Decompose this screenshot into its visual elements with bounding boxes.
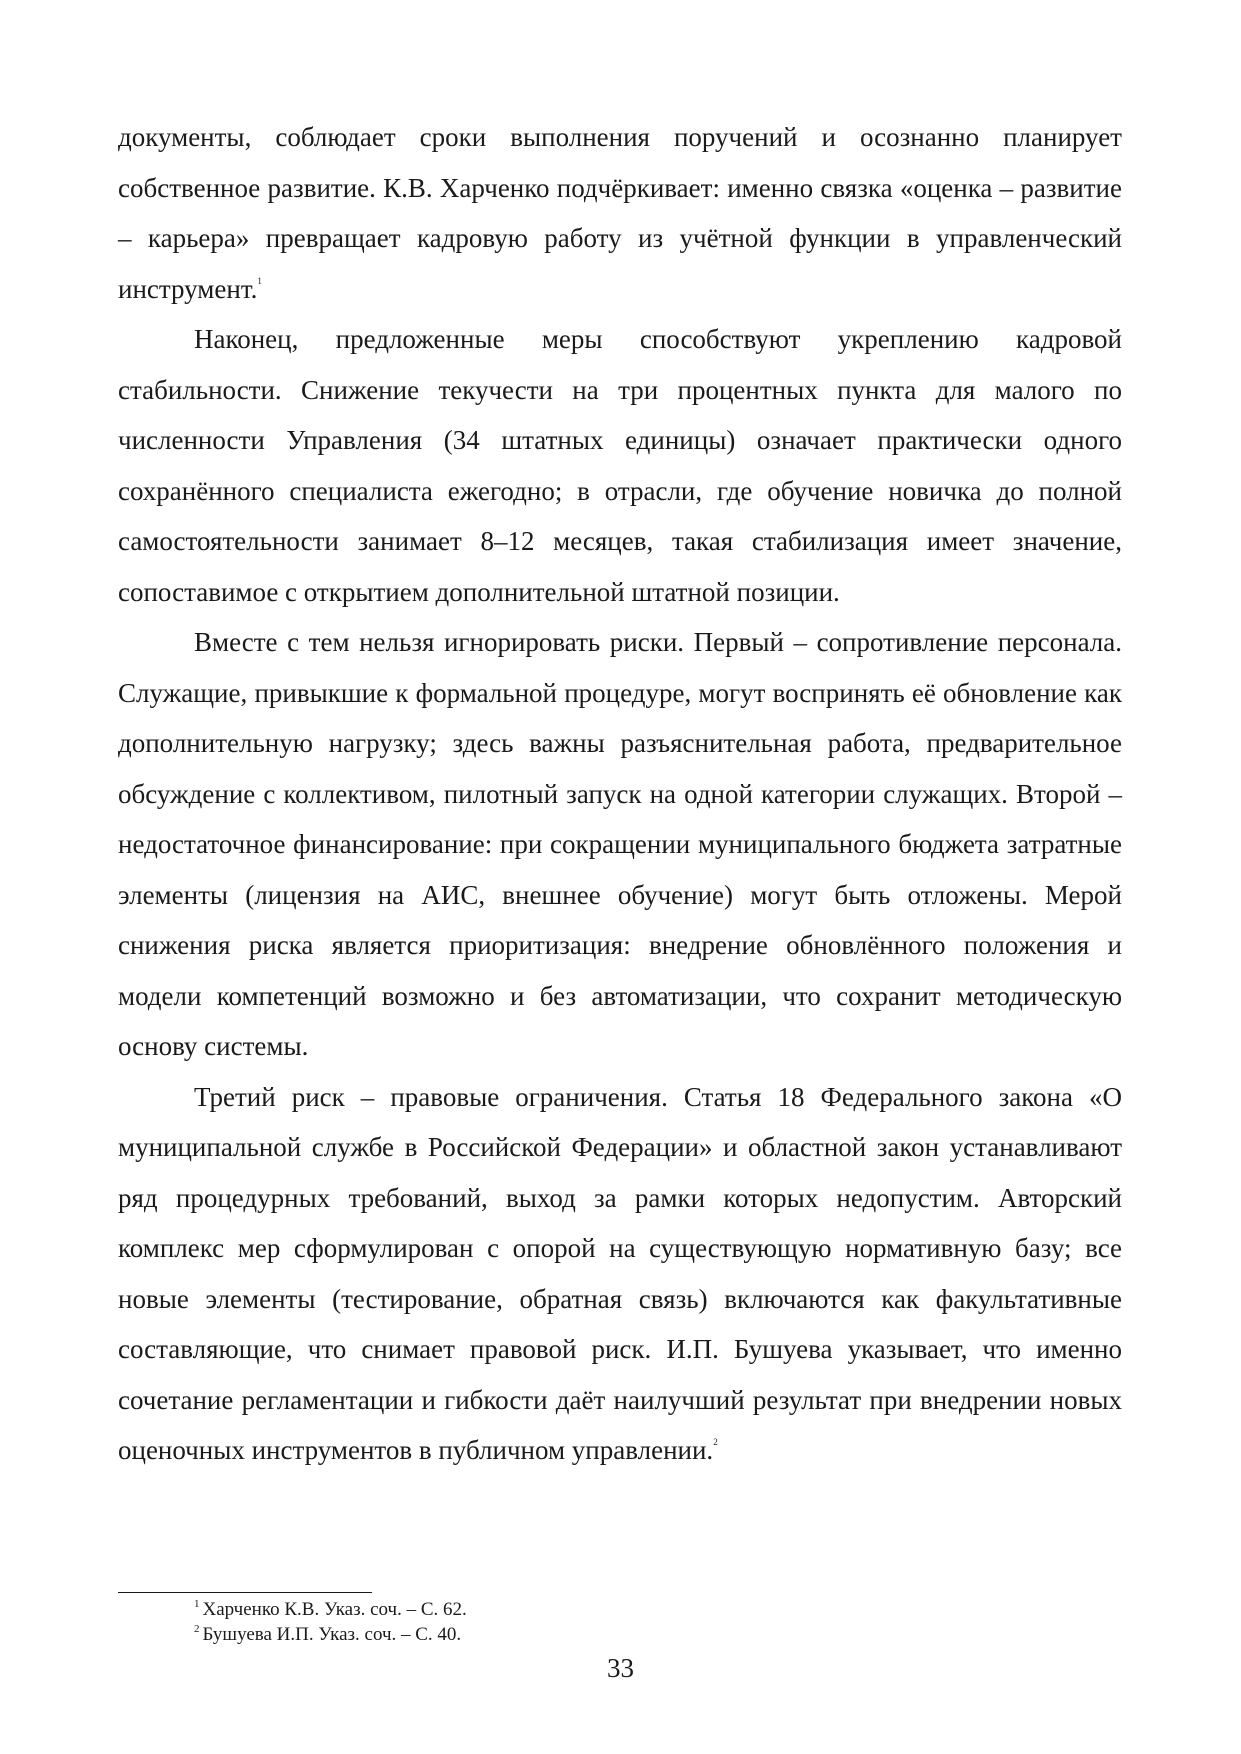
paragraph-continuation: документы, соблюдает сроки выполнения поручений и осознанно планирует собственное развитие. К.В. Харченко подчёркивает: именно связка «оценка – развитие – карьера» превращает кадровую работу из учётной функции в управленческий инструмент.$^1$ [118,122,1122,304]
paragraph: Наконец, предложенные меры способствуют укреплению кадровой стабильности. Снижение текучести на три процентных пункта для малого по численности Управления (34 штатных единицы) означает практически одного сохранённого специалиста ежегодно; в отрасли, где обучение новичка до полной самостоятельности занимает 8–12 месяцев, такая стабилизация имеет значение, сопоставимое с открытием дополнительной штатной позиции. [118,324,1122,607]
paragraph: Вместе с тем нельзя игнорировать риски. Первый – сопротивление персонала. Служащие, привыкшие к формальной процедуре, могут воспринять её обновление как дополнительную нагрузку; здесь важны разъяснительная работа, предварительное обсуждение с коллективом, пилотный запуск на одной категории служащих. Второй – недостаточное финансирование: при сокращении муниципального бюджета затратные элементы (лицензия на АИС, внешнее обучение) могут быть отложены. Мерой снижения риска является приоритизация: внедрение обновлённого положения и модели компетенций возможно и без автоматизации, что сохранит методическую основу системы. [118,627,1122,1061]
paragraph: Третий риск – правовые ограничения. Статья 18 Федерального закона «О муниципальной службе в Российской Федерации» и областной закон устанавливают ряд процедурных требований, выход за рамки которых недопустим. Авторский комплекс мер сформулирован с опорой на существующую нормативную базу; все новые элементы (тестирование, обратная связь) включаются как факультативные составляющие, что снимает правовой риск. И.П. Бушуева указывает, что именно сочетание регламентации и гибкости даёт наилучший результат при внедрении новых оценочных инструментов в публичном управлении.$^2$ [118,1081,1122,1465]
footnote-separator [118,1592,372,1593]
footnote-reference[interactable]: 2 [713,1437,718,1447]
document-body [118,112,1122,1476]
footnote-number: 1 [194,1598,200,1610]
page-number: 33 [607,1653,634,1683]
footnote-text: Харченко К.В. Указ. соч. – С. 62. [202,1599,467,1620]
footnote-number: 2 [194,1623,200,1635]
footnote-text: Бушуева И.П. Указ. соч. – С. 40. [202,1624,462,1645]
footnote [194,1597,1122,1622]
footnotes [194,1597,1122,1647]
footnote [194,1622,1122,1647]
footnote-reference[interactable]: 1 [257,275,262,286]
